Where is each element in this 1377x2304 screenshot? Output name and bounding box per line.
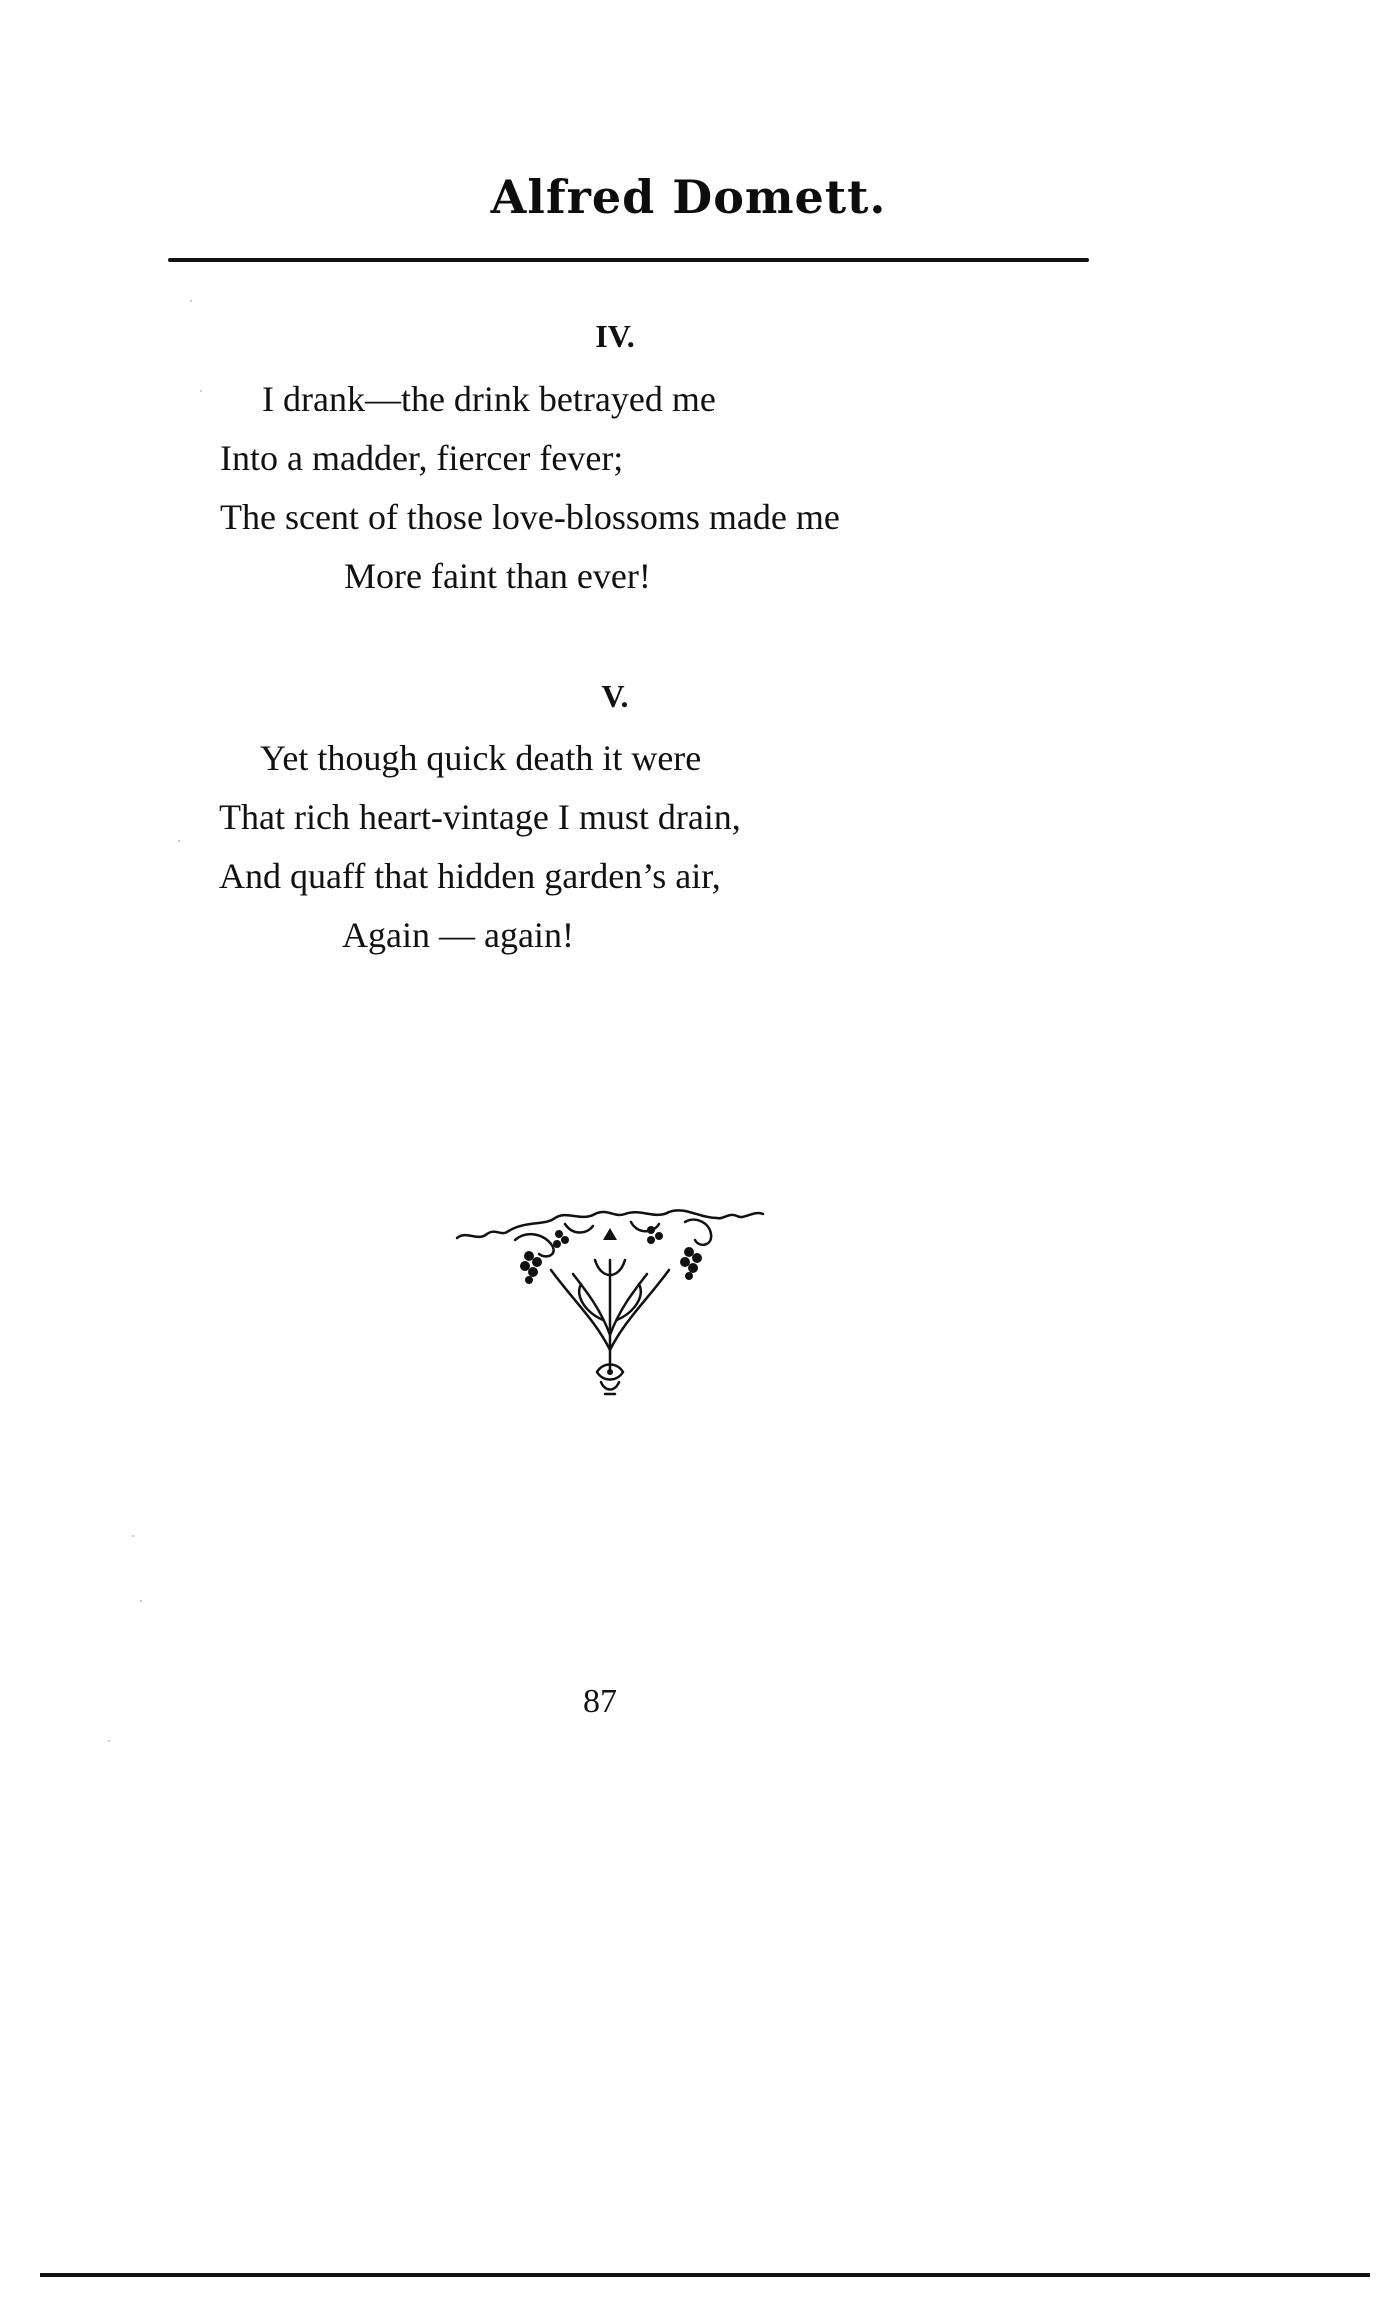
stanza-number: IV. [595, 318, 635, 354]
verse-line: Again — again! [342, 915, 574, 955]
running-head-title: Alfred Domett. [490, 170, 887, 224]
page-number: 87 [583, 1683, 617, 1720]
header-rule [168, 258, 1089, 262]
scan-speck [178, 840, 180, 842]
verse-line: More faint than ever! [344, 556, 651, 596]
verse-line: Yet though quick death it were [260, 738, 702, 778]
scan-speck [190, 300, 192, 302]
verse-line: And quaff that hidden garden’s air, [219, 856, 721, 896]
stanza-number: V. [601, 678, 629, 714]
footer-rule [40, 2273, 1370, 2277]
vine-ornament-icon [455, 1200, 765, 1400]
scan-speck [140, 1600, 142, 1602]
scan-speck [200, 390, 202, 392]
scan-speck [132, 1535, 134, 1537]
verse-line: The scent of those love-blossoms made me [220, 497, 840, 537]
verse-line: That rich heart-vintage I must drain, [219, 797, 741, 837]
verse-line: I drank—the drink betrayed me [262, 379, 716, 419]
scan-speck [108, 1740, 110, 1742]
verse-line: Into a madder, fiercer fever; [220, 438, 624, 478]
